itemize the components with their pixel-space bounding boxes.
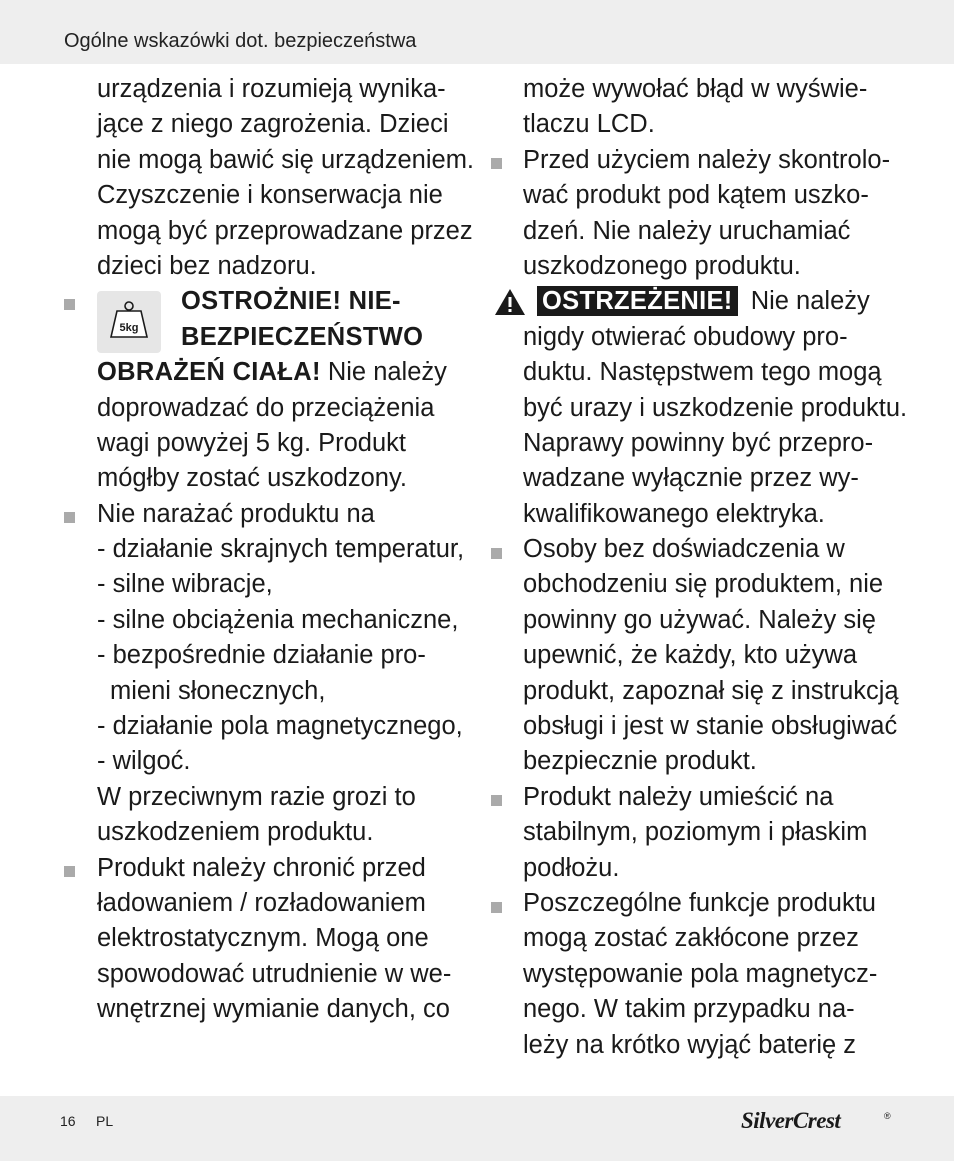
page-footer: [0, 1096, 954, 1161]
text-line: Czyszczenie i konserwacja nie: [97, 181, 443, 210]
text-line: ładowaniem / rozładowaniem: [97, 888, 426, 917]
text-line: bezpiecznie produkt.: [523, 747, 757, 776]
text-line: Nie narażać produktu na: [97, 499, 375, 528]
text-line: stabilnym, poziomym i płaskim: [523, 818, 868, 847]
text-line: powinny go używać. Należy się: [523, 605, 876, 634]
list-item: - silne obciążenia mechaniczne,: [97, 605, 459, 634]
list-item: - działanie skrajnych temperatur,: [97, 535, 465, 564]
text-line: obchodzeniu się produktem, nie: [523, 570, 884, 599]
svg-text:5kg: 5kg: [119, 322, 139, 334]
brand-logo: SilverCrest: [741, 1108, 841, 1133]
bullet-icon: [64, 512, 75, 523]
bullet-icon: [64, 866, 75, 877]
text-line: wać produkt pod kątem uszko-: [523, 181, 869, 210]
text-line: Produkt należy umieścić na: [523, 782, 834, 811]
bullet-icon: [491, 795, 502, 806]
warning-label: OSTRZEŻENIE!: [537, 286, 738, 316]
text-line: nigdy otwierać obudowy pro-: [523, 322, 848, 351]
text-line: nego. W takim przypadku na-: [523, 995, 855, 1024]
language-code: PL: [96, 1113, 114, 1129]
text-line: może wywołać błąd w wyświe-: [523, 75, 868, 103]
text-line: tlaczu LCD.: [523, 110, 655, 139]
text-line: podłożu.: [523, 853, 620, 882]
text-line: wagi powyżej 5 kg. Produkt: [97, 428, 406, 457]
text-line: kwalifikowanego elektryka.: [523, 499, 825, 528]
text-line: elektrostatycznym. Mogą one: [97, 924, 429, 953]
right-column: [523, 72, 908, 1063]
text-line: mogą być przeprowadzane przez: [97, 216, 473, 245]
list-item-continuation: mieni słonecznych,: [110, 676, 326, 705]
text-line: występowanie pola magnetycz-: [523, 959, 878, 988]
page-header: [0, 0, 954, 64]
text-line: urządzenia i rozumieją wynika-: [97, 75, 446, 103]
text-line: jące z niego zagrożenia. Dzieci: [97, 110, 449, 139]
text-line: nie mogą bawić się urządzeniem.: [97, 145, 475, 174]
caution-heading: BEZPIECZEŃSTWO: [181, 322, 424, 351]
bullet-icon: [491, 548, 502, 559]
text-line: uszkodzonego produktu.: [523, 251, 801, 280]
list-item: - bezpośrednie działanie pro-: [97, 641, 426, 670]
text-line: produkt, zapoznał się z instrukcją: [523, 676, 899, 705]
weight-5kg-icon: [97, 291, 161, 353]
text-line: mogą zostać zakłócone przez: [523, 924, 859, 953]
text-line: Poszczególne funkcje produktu: [523, 888, 876, 917]
text-line: mógłby zostać uszkodzony.: [97, 464, 407, 493]
text-line: Produkt należy chronić przed: [97, 853, 426, 882]
text-line: duktu. Następstwem tego mogą: [523, 358, 882, 387]
warning-line: OSTRZEŻENIE! Nie należy: [537, 284, 903, 319]
bullet-icon: [491, 902, 502, 913]
text-line: spowodować utrudnienie w we-: [97, 959, 452, 988]
trademark-symbol: ®: [884, 1111, 891, 1121]
text-line: wadzane wyłącznie przez wy-: [523, 464, 859, 493]
text-line: dzeń. Nie należy uruchamiać: [523, 216, 851, 245]
text-line: uszkodzeniem produktu.: [97, 818, 374, 847]
text-line: W przeciwnym razie grozi to: [97, 782, 416, 811]
text-line: doprowadzać do przeciążenia: [97, 393, 435, 422]
left-column: [97, 72, 477, 1028]
caution-heading: OBRAŻEŃ CIAŁA! Nie należy: [97, 358, 447, 387]
warning-triangle-icon: [493, 287, 527, 317]
section-title: Ogólne wskazówki dot. bezpieczeństwa: [64, 30, 417, 52]
bullet-icon: [491, 158, 502, 169]
text-line: obsługi i jest w stanie obsługiwać: [523, 712, 898, 741]
caution-heading: OSTROŻNIE! NIE-: [181, 287, 401, 316]
text-line: Przed użyciem należy skontrolo-: [523, 145, 891, 174]
text-line: leży na krótko wyjąć baterię z: [523, 1030, 857, 1059]
list-item: - silne wibracje,: [97, 570, 273, 599]
text-line: dzieci bez nadzoru.: [97, 251, 317, 280]
text-line: Naprawy powinny być przepro-: [523, 428, 874, 457]
list-item: - wilgoć.: [97, 747, 191, 776]
text-line: wnętrznej wymianie danych, co: [97, 995, 450, 1024]
list-item: - działanie pola magnetycznego,: [97, 712, 463, 741]
bullet-icon: [64, 299, 75, 310]
page-number: 16: [60, 1113, 76, 1129]
text-line: upewnić, że każdy, kto używa: [523, 641, 858, 670]
text-line: Osoby bez doświadczenia w: [523, 535, 845, 564]
text-line: być urazy i uszkodzenie produktu.: [523, 393, 908, 422]
